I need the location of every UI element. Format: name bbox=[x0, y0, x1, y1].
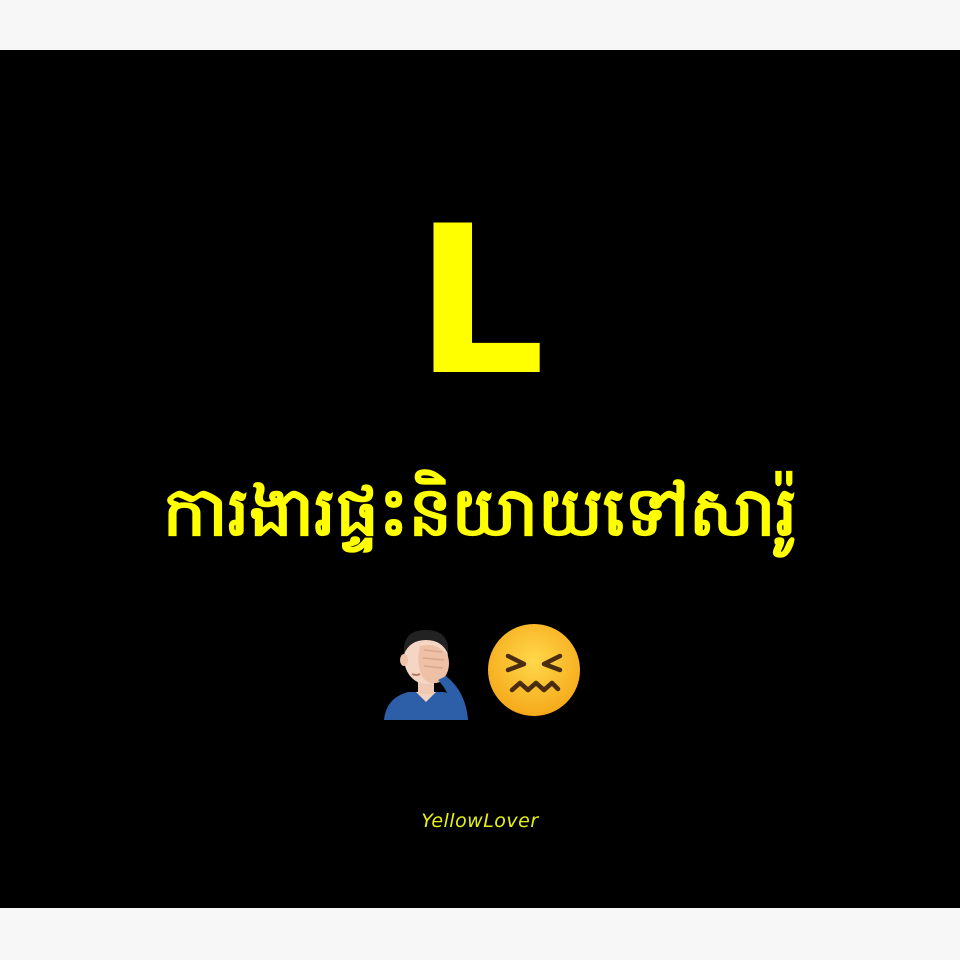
face-palm-icon bbox=[376, 620, 476, 720]
post-canvas bbox=[0, 50, 960, 908]
emoji-row bbox=[0, 620, 960, 720]
confounded-face-icon bbox=[484, 620, 584, 720]
watermark-signature: YellowLover bbox=[421, 810, 539, 832]
khmer-caption: ការងារផ្ទះនិយាយទៅសារ៉ូ bbox=[162, 473, 798, 552]
headline-letter: L bbox=[414, 183, 546, 421]
